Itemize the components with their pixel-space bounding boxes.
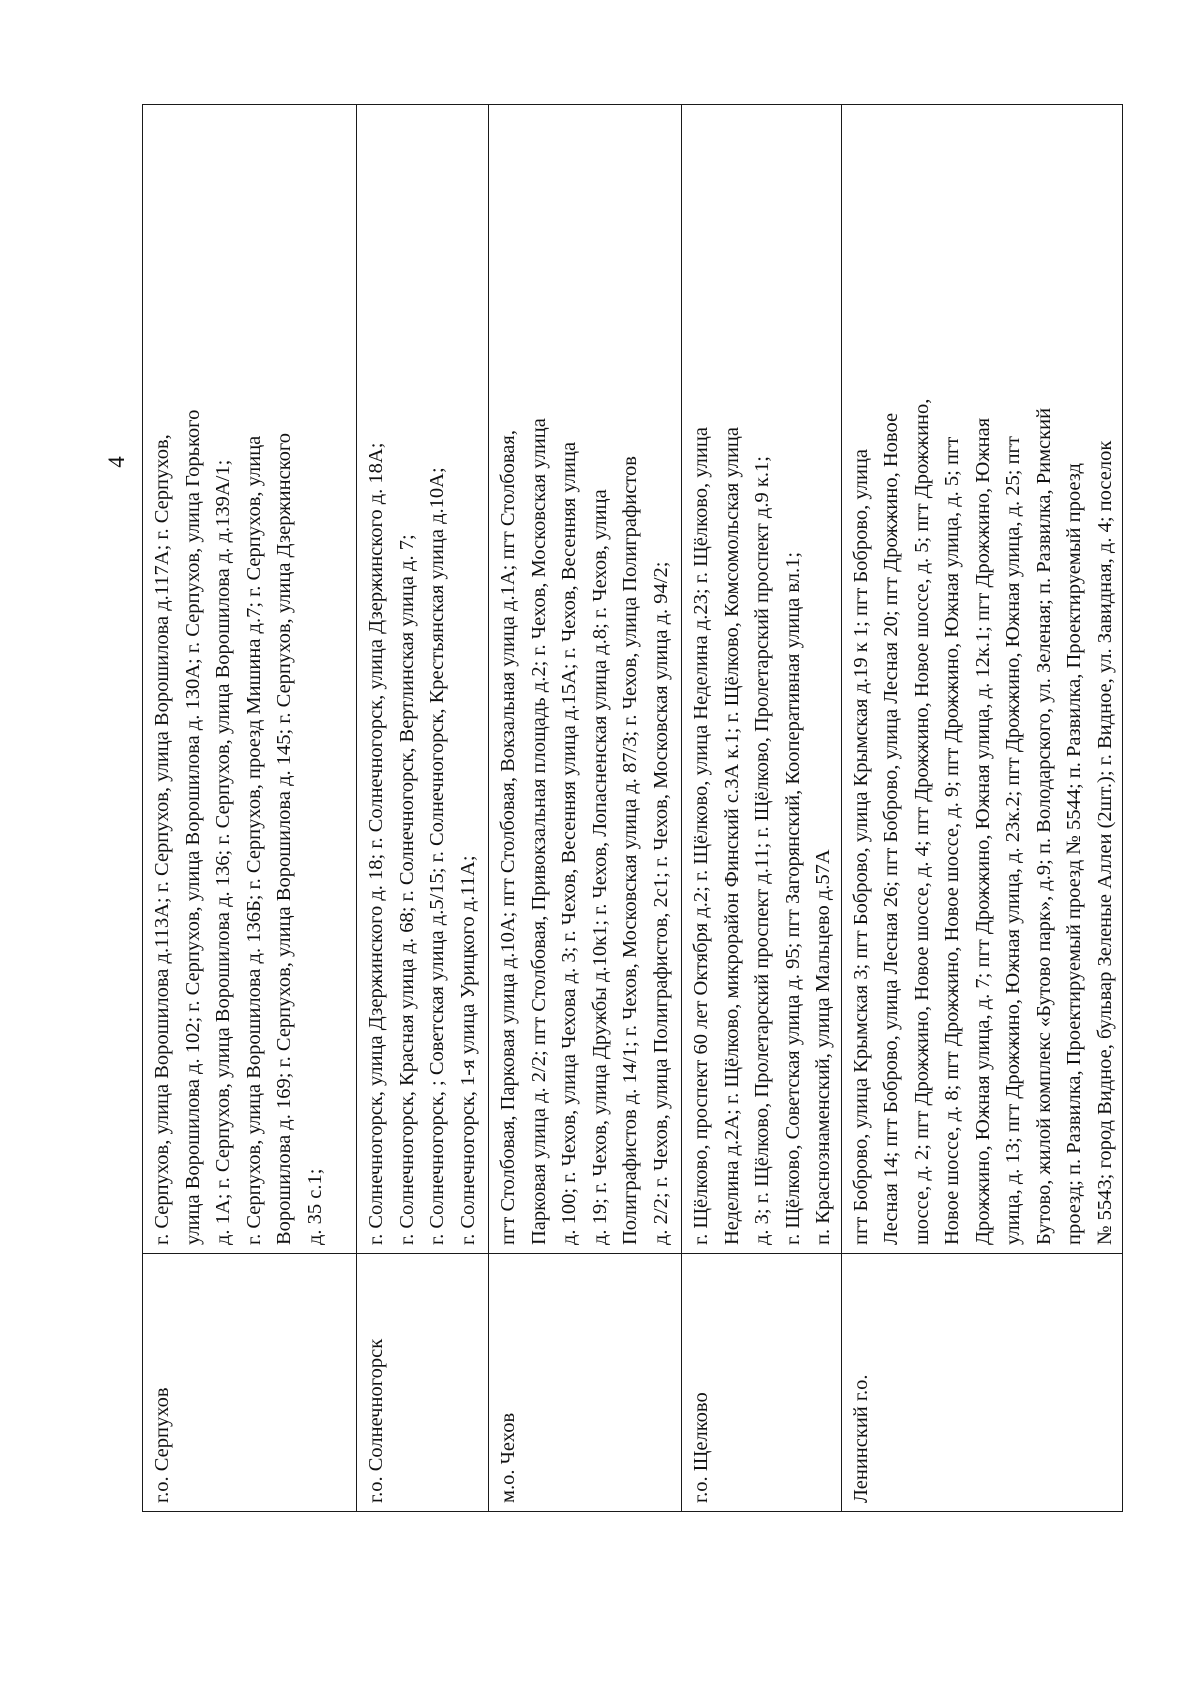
addresses-cell [143, 105, 357, 1254]
address-line: д. 3; г. Щёлково, Пролетарский проспект д.11; г. Щёлково, Пролетарский проспект д.9 к.1; [751, 456, 773, 1245]
page-number: 4 [104, 456, 129, 468]
address-line: д. 35 с.1; [303, 1168, 326, 1245]
address-line: № 5543; город Видное, бульвар Зеленые Аллеи (2шт.); г. Видное, ул. Завидная, д. 4; поселок [1093, 440, 1116, 1245]
address-line: д. 2/2; г. Чехов, улица Полиграфистов, 2с1; г. Чехов, Московская улица д. 94/2; [649, 561, 672, 1245]
address-line: Полиграфистов д. 14/1; г. Чехов, Московская улица д. 87/3; г. Чехов, улица Полиграфистов [619, 456, 641, 1245]
address-line: улица, д. 13; пгт Дрожжино, Южная улица, д. 23к.2; пгт Дрожжино, Южная улица, д. 25; пгт [1002, 436, 1024, 1245]
address-line: Дрожжино, Южная улица, д. 7; пгт Дрожжино, Южная улица, д. 12к.1; пгт Дрожжино, Южная [971, 417, 994, 1245]
address-line: д. 19; г. Чехов, улица Дружбы д.10к1; г. Чехов, Лопасненская улица д.8; г. Чехов, улица [588, 489, 611, 1245]
address-line: д. 100; г. Чехов, улица Чехова д. 3; г. Чехов, Весенняя улица д.15А; г. Чехов, Весенняя улица [558, 441, 580, 1245]
address-line: пгт Боброво, улица Крымская 3; пгт Боброво, улица Крымская д.19 к 1; пгт Боброво, улица [849, 448, 872, 1245]
address-line: г. Солнечногорск, ; Советская улица д.5/15; г. Солнечногорск, Крестьянская улица д.10А; [426, 467, 448, 1245]
table-row [841, 105, 1123, 1512]
address-table [142, 104, 1123, 1512]
address-line: Лесная 14; пгт Боброво, улица Лесная 26; пгт Боброво, улица Лесная 20; пгт Дрожжино, Новое [880, 412, 902, 1245]
address-line: п. Краснознаменский, улица Мальцево д.57А [812, 849, 834, 1245]
table-row [682, 105, 842, 1512]
district-cell: г.о. Серпухов [143, 1254, 357, 1512]
address-line: улица Ворошилова д. 102; г. Серпухов, улица Ворошилова д. 130А; г. Серпухов, улица Горького [181, 409, 204, 1245]
district-cell: Ленинский г.о. [841, 1254, 1123, 1512]
address-line: Ворошилова д. 169; г. Серпухов, улица Ворошилова д. 145; г. Серпухов, улица Дзержинского [273, 432, 295, 1245]
addresses-cell [841, 105, 1123, 1254]
address-line: г. Солнечногорск, улица Дзержинского д. 18; г. Солнечногорск, улица Дзержинского д. 18А; [365, 442, 387, 1245]
address-line: Новое шоссе, д. 8; пгт Дрожжино, Новое шоссе, д. 9; пгт Дрожжино, Южная улица, д. 5; пгт [941, 436, 963, 1245]
address-line: г. Серпухов, улица Ворошилова д.113А; г. Серпухов, улица Ворошилова д.117А; г. Серпухов, [151, 434, 173, 1245]
address-line: Неделина д.2А; г. Щёлково, микрорайон Финский с.3А к.1; г. Щёлково, Комсомольская улица [720, 427, 743, 1245]
district-cell: г.о. Солнечногорск [357, 1254, 489, 1512]
district-cell: м.о. Чехов [489, 1254, 682, 1512]
address-line: шоссе, д. 2; пгт Дрожжино, Новое шоссе, д. 4; пгт Дрожжино, Новое шоссе, д. 5; пгт Дрожжино, [910, 398, 933, 1245]
address-line: г. Солнечногорск, Красная улица д. 68; г. Солнечногорск, Вертлинская улица д. 7; [395, 534, 418, 1245]
address-line: Парковая улица д. 2/2; пгт Столбовая, Привокзальная площадь д.2; г. Чехов, Московская улица [527, 418, 550, 1245]
address-line: проезд; п. Развилка, Проектируемый проезд № 5544; п. Развилка, Проектируемый проезд [1063, 463, 1085, 1245]
address-line: Бутово, жилой комплекс «Бутово парк», д.9; п. Володарского, ул. Зеленая; п. Развилка, Римский [1032, 407, 1055, 1245]
table-row [143, 105, 357, 1512]
addresses-cell [489, 105, 682, 1254]
address-line: г. Серпухов, улица Ворошилова д. 136Б; г. Серпухов, проезд Мишина д.7; г. Серпухов, улица [242, 435, 265, 1245]
address-line: пгт Столбовая, Парковая улица д.10А; пгт Столбовая, Вокзальная улица д.1А; пгт Столбовая, [497, 430, 519, 1245]
district-cell: г.о. Щелково [682, 1254, 842, 1512]
address-line: д. 1А; г. Серпухов, улица Ворошилова д. 136; г. Серпухов, улица Ворошилова д. д.139А/1; [212, 459, 234, 1245]
address-line: г. Щёлково, Советская улица д. 95; пгт Загорянский, Кооперативная улица вл.1; [781, 551, 804, 1245]
addresses-cell [357, 105, 489, 1254]
addresses-cell [682, 105, 842, 1254]
table-row [489, 105, 682, 1512]
address-line: г. Солнечногорск, 1-я улица Урицкого д.11А; [456, 855, 479, 1245]
address-line: г. Щёлково, проспект 60 лет Октября д.2; г. Щёлково, улица Неделина д.23; г. Щёлково, улица [690, 427, 712, 1245]
table-row [357, 105, 489, 1512]
